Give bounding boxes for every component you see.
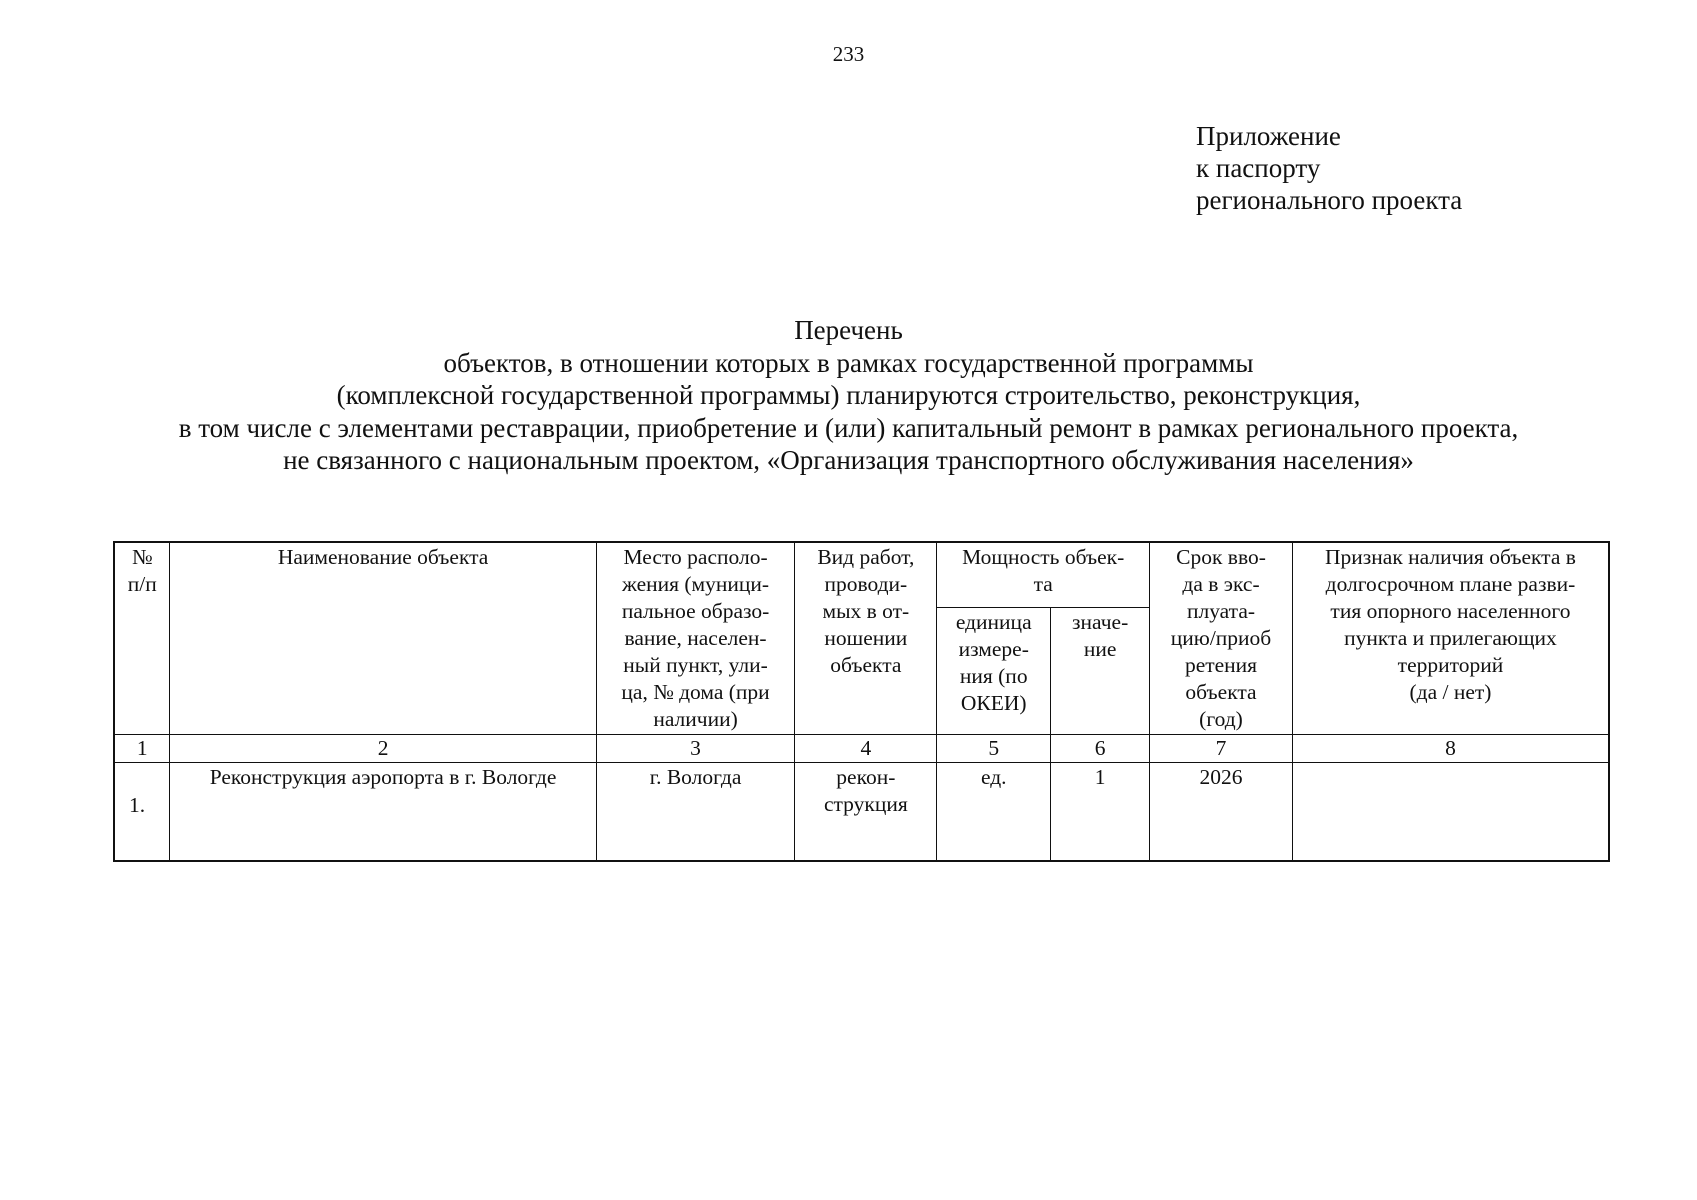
column-number: 3 <box>596 735 795 763</box>
cell-date: 2026 <box>1150 763 1293 862</box>
title-line: (комплексной государственной программы) планируются строительство, реконструкция, <box>336 380 1361 410</box>
header-sign: Признак наличия объекта в долгосрочном плане разви- тия опорного населенного пункта и прилегающих территорий (да / нет) <box>1292 542 1609 735</box>
header-date: Срок вво- да в экс- плуата- цию/приоб ретения объекта (год) <box>1150 542 1293 735</box>
title-line: в том числе с элементами реставрации, приобретение и (или) капитальный ремонт в рамках регионального проекта, <box>178 412 1519 443</box>
appendix-line: регионального проекта <box>1196 185 1463 215</box>
header-unit: единица измере- ния (по ОКЕИ) <box>937 608 1051 735</box>
cell-name: Реконструкция аэропорта в г. Вологде <box>170 763 596 862</box>
document-title <box>0 314 1697 477</box>
table-row <box>114 763 1609 862</box>
column-number: 4 <box>795 735 937 763</box>
title-line: объектов, в отношении которых в рамках государственной программы <box>443 347 1254 378</box>
appendix-line: к паспорту <box>1196 153 1321 183</box>
header-capacity: Мощность объек- та <box>937 542 1150 608</box>
column-number: 2 <box>170 735 596 763</box>
table-header-row <box>114 542 1609 608</box>
cell-idx: 1. <box>114 763 170 862</box>
page-number: 233 <box>832 42 865 66</box>
column-number: 5 <box>937 735 1051 763</box>
header-name: Наименование объекта <box>170 542 596 735</box>
header-value: значе- ние <box>1051 608 1150 735</box>
header-work: Вид работ, проводи- мых в от- ношении объекта <box>795 542 937 735</box>
appendix-note <box>1196 120 1462 216</box>
title-line: Перечень <box>794 315 903 345</box>
objects-table <box>113 541 1610 862</box>
cell-place: г. Вологда <box>596 763 795 862</box>
column-number: 7 <box>1150 735 1293 763</box>
column-number: 6 <box>1051 735 1150 763</box>
column-number: 8 <box>1292 735 1609 763</box>
cell-sign <box>1292 763 1609 862</box>
cell-value: 1 <box>1051 763 1150 862</box>
cell-work: рекон- струкция <box>795 763 937 862</box>
cell-unit: ед. <box>937 763 1051 862</box>
column-number-row <box>114 735 1609 763</box>
header-idx: № п/п <box>114 542 170 735</box>
column-number: 1 <box>114 735 170 763</box>
header-place: Место располо- жения (муници- пальное образо- вание, населен- ный пункт, ули- ца, № дома (при наличии) <box>596 542 795 735</box>
title-line: не связанного с национальным проектом, «Организация транспортного обслуживания населения» <box>283 445 1414 475</box>
appendix-line: Приложение <box>1196 121 1341 151</box>
